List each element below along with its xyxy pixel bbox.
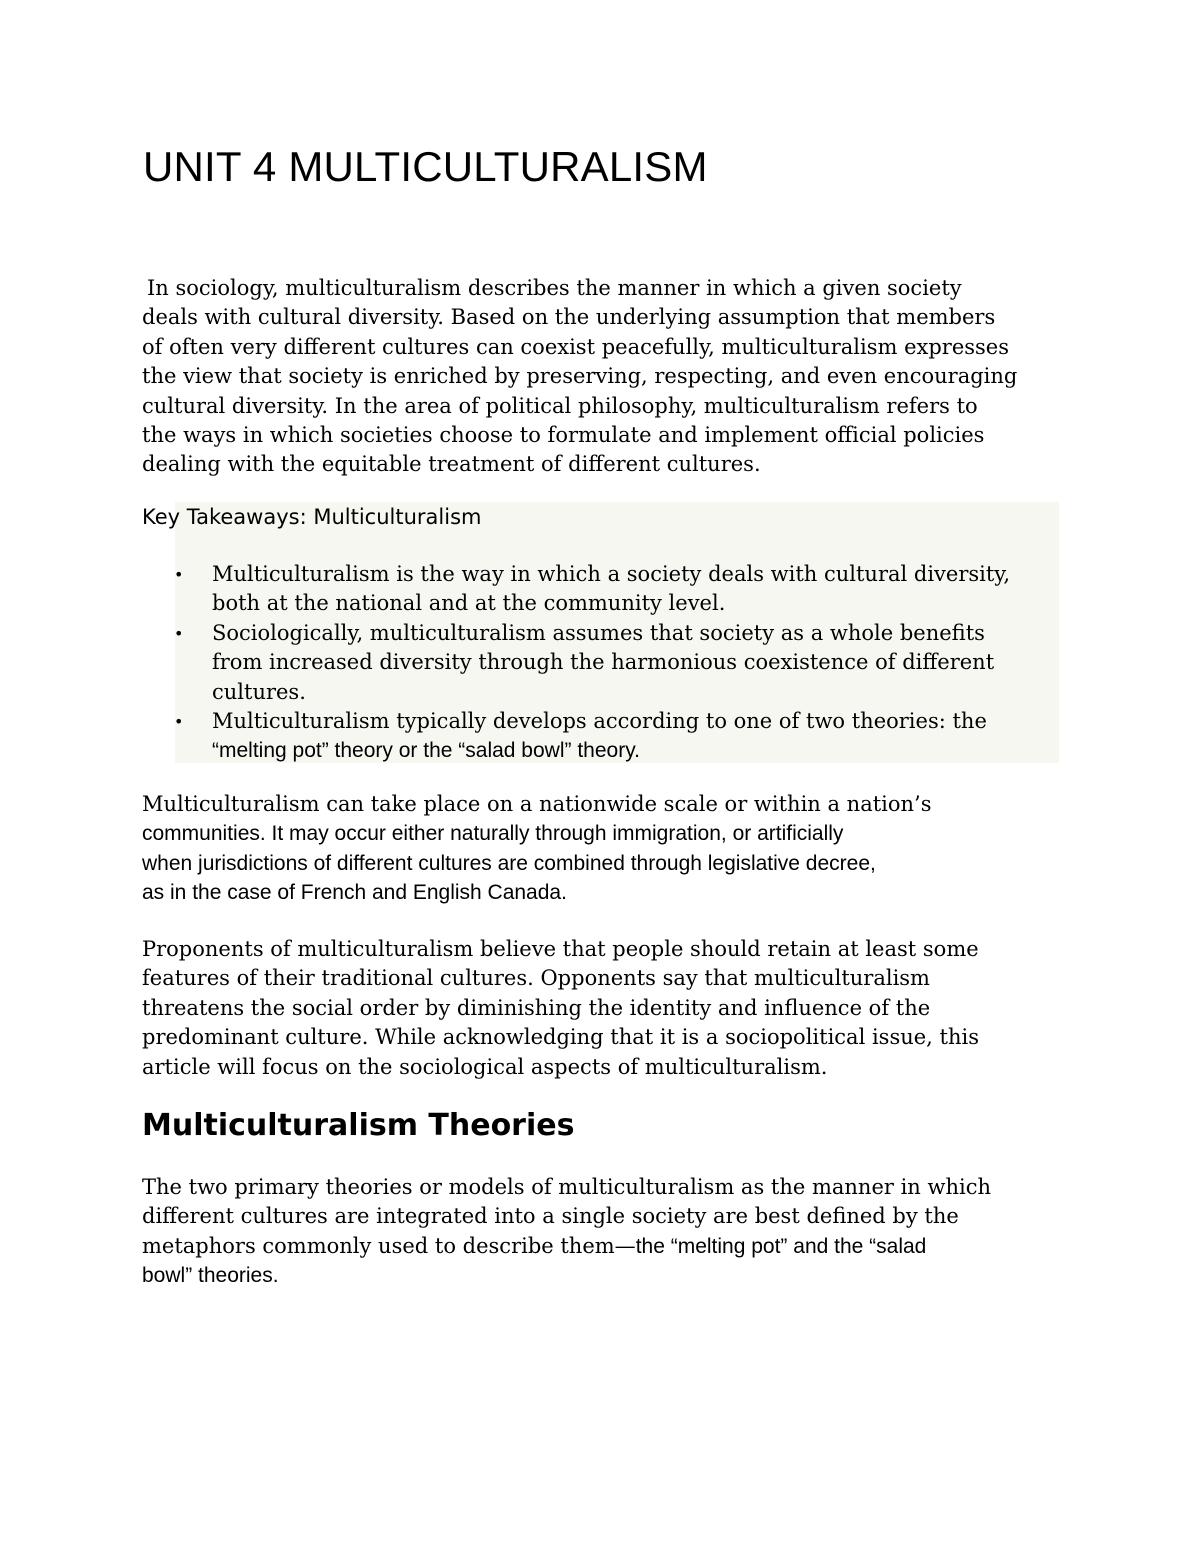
text-segment: metaphors commonly used to describe them— [142,1233,636,1258]
text-line: Multiculturalism can take place on a nationwide scale or within a nation’s [142,792,932,816]
text-line: both at the national and at the community level. [212,591,726,616]
text-line: predominant culture. While acknowledging that it is a sociopolitical issue, this [142,1025,979,1050]
text-line: dealing with the equitable treatment of different cultures. [142,452,761,477]
document-title: UNIT 4 MULTICULTURALISM [143,143,708,190]
key-takeaways-list [142,560,1062,766]
text-line: the view that society is enriched by preserving, respecting, and even encouraging [142,364,1018,389]
list-item [142,707,1062,766]
text-line: Proponents of multiculturalism believe that people should retain at least some [142,937,979,961]
list-item [142,560,1062,619]
text-line: as in the case of French and English Canada. [142,881,567,905]
proponents-paragraph [142,935,1062,1082]
text-line: different cultures are integrated into a single society are best defined by the [142,1204,959,1229]
text-line: features of their traditional cultures. Opponents say that multiculturalism [142,966,930,991]
list-item [142,619,1062,707]
scale-paragraph [142,790,1062,908]
key-takeaways-heading: Key Takeaways: Multiculturalism [142,505,482,529]
text-line: Multiculturalism is the way in which a society deals with cultural diversity, [212,562,1011,586]
text-line: deals with cultural diversity. Based on the underlying assumption that members [142,305,996,330]
text-line: Multiculturalism typically develops according to one of two theories: the [212,709,987,734]
text-line: cultural diversity. In the area of political philosophy, multiculturalism refers to [142,393,978,418]
section-heading: Multiculturalism Theories [142,1108,575,1143]
text-line: from increased diversity through the harmonious coexistence of different [212,650,995,675]
text-line: article will focus on the sociological aspects of multiculturalism. [142,1054,828,1079]
text-segment: the “melting pot” and the “salad [635,1234,927,1258]
theories-paragraph [142,1173,1062,1291]
text-line: cultures. [212,679,306,704]
text-line: Sociologically, multiculturalism assumes that society as a whole benefits [212,620,985,645]
text-line: The two primary theories or models of multiculturalism as the manner in which [142,1175,992,1199]
text-line: when jurisdictions of different cultures are combined through legislative decree, [142,851,876,875]
intro-paragraph [142,274,1062,480]
text-line: communities. It may occur either naturally through immigration, or artificially [142,822,844,846]
text-line: bowl” theories. [142,1264,279,1288]
bullet-icon: • [174,565,184,584]
text-line: of often very different cultures can coexist peacefully, multiculturalism expresses [142,334,1010,359]
bullet-icon: • [174,712,184,732]
text-line: threatens the social order by diminishing the identity and influence of the [142,995,931,1020]
text-line [142,1232,1062,1261]
text-line: the ways in which societies choose to formulate and implement official policies [142,423,985,448]
text-line: “melting pot” theory or the “salad bowl” theory. [212,739,640,763]
bullet-icon: • [174,623,184,643]
text-line: In sociology, multiculturalism describes the manner in which a given society [147,276,962,300]
